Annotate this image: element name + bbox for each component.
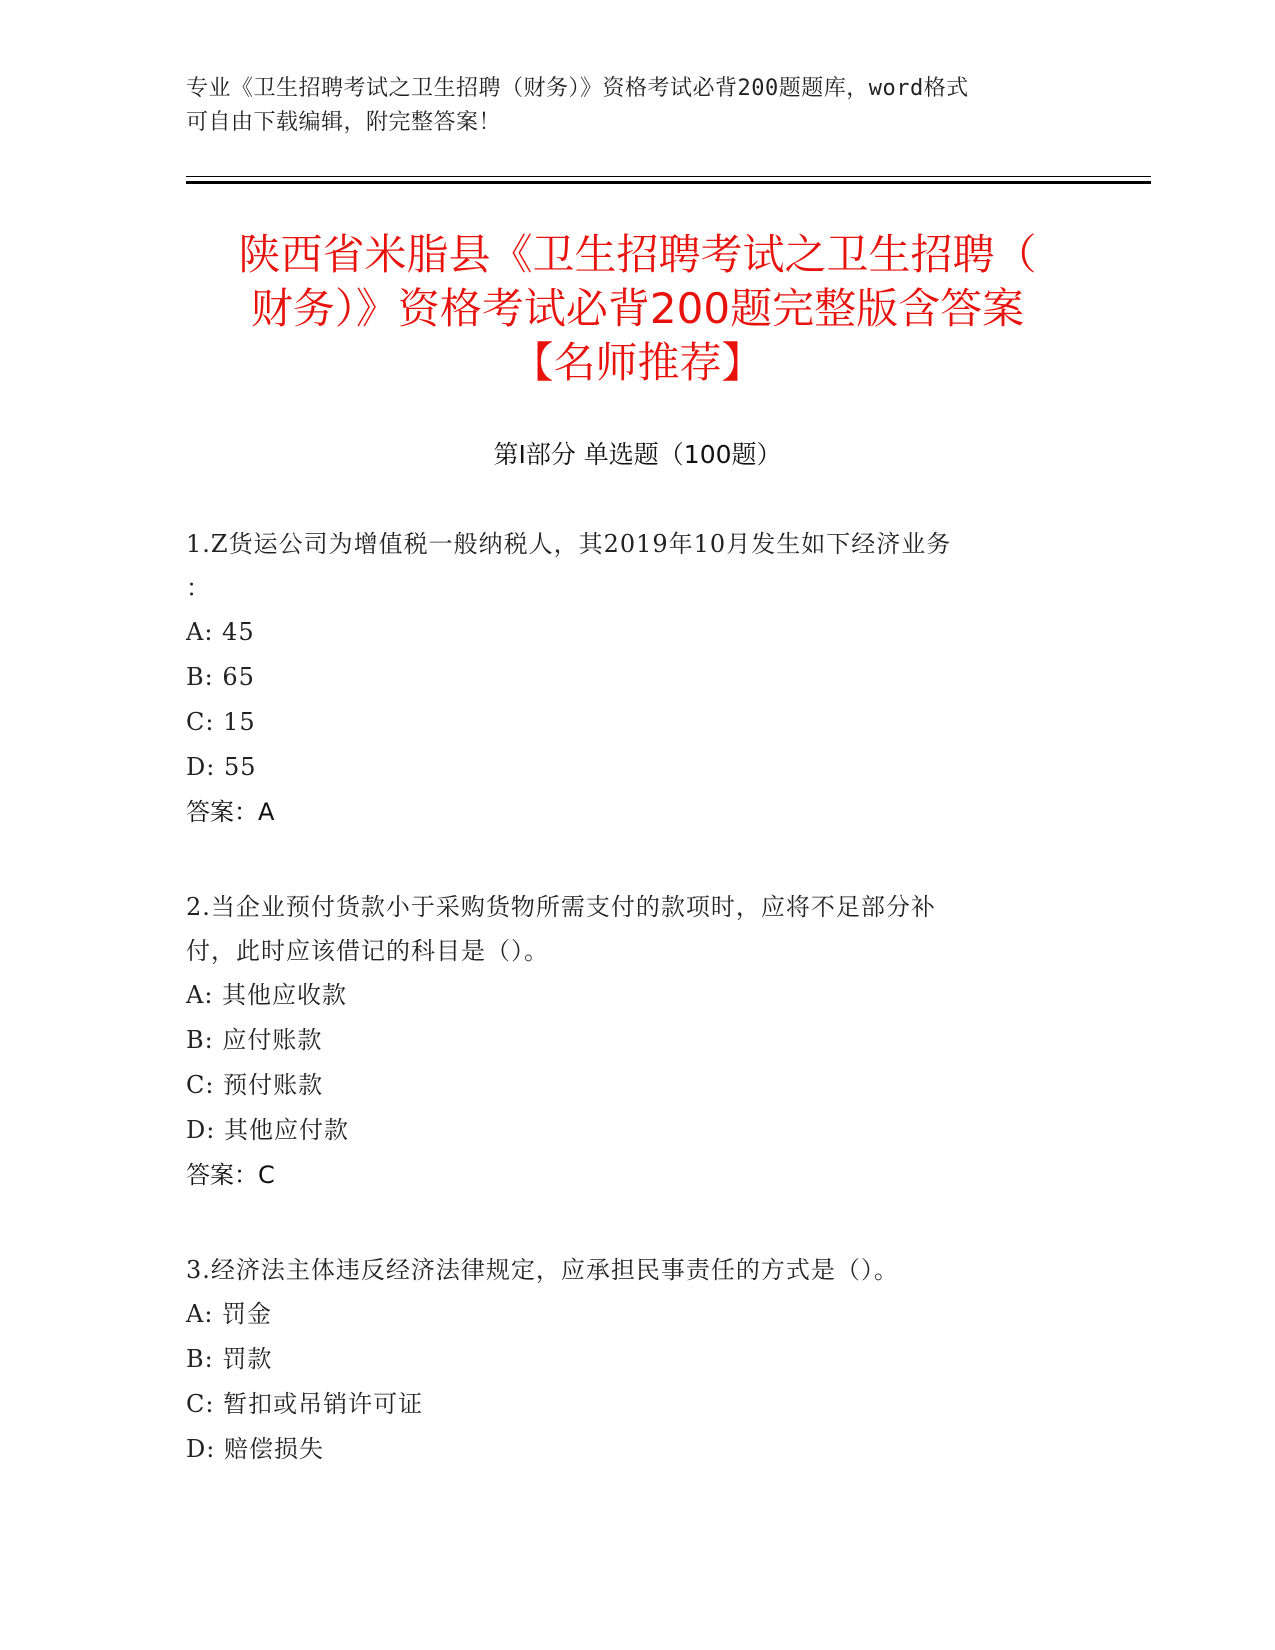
question-stem (186, 885, 1089, 973)
option-d: D: 赔偿损失 (186, 1435, 324, 1463)
document-title-line-1: 陕西省米脂县《卫生招聘考试之卫生招聘（ (238, 230, 1037, 279)
question-stem-line-1: 2.当企业预付货款小于采购货物所需支付的款项时，应将不足部分补 (186, 893, 936, 921)
question-stem-line-1: 1.Z货运公司为增值税一般纳税人，其2019年10月发生如下经济业务 (186, 530, 952, 558)
option-c: C: 暂扣或吊销许可证 (186, 1390, 424, 1418)
question-stem (186, 522, 1089, 610)
question-stem-line-2: ： (186, 574, 211, 602)
option-b: B: 罚款 (186, 1345, 273, 1373)
question-stem (186, 1248, 1089, 1292)
answer-key: 答案：C (186, 1161, 275, 1189)
option-c: C: 预付账款 (186, 1071, 324, 1099)
option-b: B: 应付账款 (186, 1026, 323, 1054)
section-heading: 第I部分 单选题（100题） (493, 440, 782, 469)
question-item (186, 522, 1089, 835)
option-a: A: 罚金 (186, 1300, 273, 1328)
header-note-line-1: 专业《卫生招聘考试之卫生招聘（财务）》资格考试必背200题题库，word格式 (186, 76, 969, 101)
question-stem-line-2: 付，此时应该借记的科目是（）。 (186, 937, 549, 965)
option-a: A: 其他应收款 (186, 981, 348, 1009)
option-d: D: 其他应付款 (186, 1116, 349, 1144)
question-stem-line-1: 3.经济法主体违反经济法律规定，应承担民事责任的方式是（）。 (186, 1256, 899, 1284)
document-title-line-2: 财务）》资格考试必背200题完整版含答案 (250, 284, 1025, 333)
option-c: C: 15 (186, 708, 256, 736)
option-b: B: 65 (186, 663, 255, 691)
question-item (186, 1248, 1089, 1472)
header-divider-thick (186, 181, 1151, 184)
document-title (186, 228, 1089, 390)
option-d: D: 55 (186, 753, 257, 781)
answer-key: 答案：A (186, 798, 275, 826)
header-divider-thin (186, 176, 1151, 177)
question-item (186, 885, 1089, 1198)
document-title-line-3: 【名师推荐】 (511, 338, 764, 387)
header-note (186, 72, 1066, 140)
option-a: A: 45 (186, 618, 255, 646)
header-note-line-2: 可自由下载编辑，附完整答案！ (186, 110, 502, 135)
